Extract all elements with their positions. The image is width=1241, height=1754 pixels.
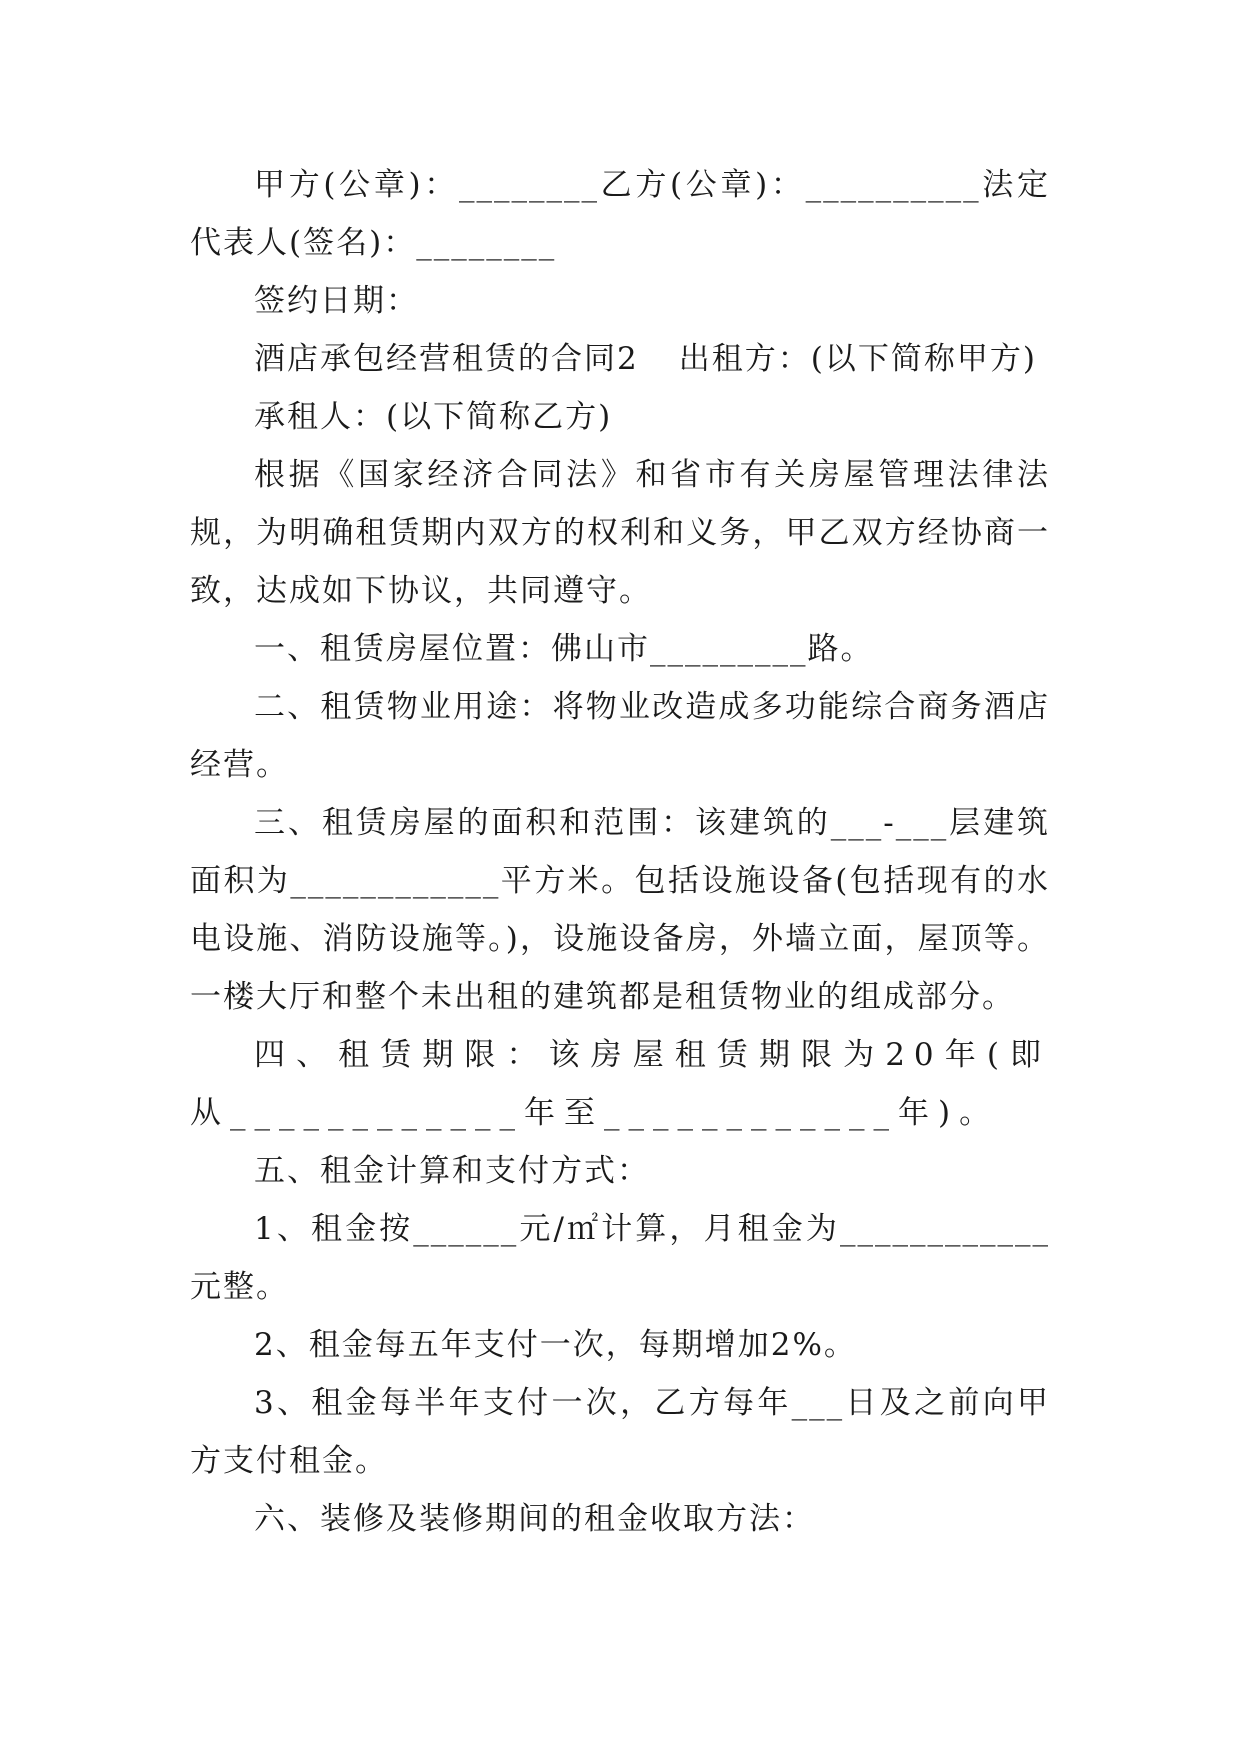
clause-2-usage: 二、租赁物业用途：将物业改造成多功能综合商务酒店经营。 [190,689,1050,783]
clause-5-item-1: 1、租金按______元/㎡计算，月租金为____________元整。 [190,1211,1050,1305]
document-body [190,156,1050,1548]
clause-4-term: 四、租赁期限：该房屋租赁期限为20年(即从____________年至____________年)。 [190,1037,1050,1131]
clause-3-area: 三、租赁房屋的面积和范围：该建筑的___-___层建筑面积为____________平方米。包括设施设备(包括现有的水电设施、消防设施等。)，设施设备房，外墙立面，屋顶等。一楼大厅和整个未出租的建筑都是租赁物业的组成部分。 [190,805,1050,1015]
clause-5-item-3: 3、租金每半年支付一次，乙方每年___日及之前向甲方支付租金。 [190,1385,1050,1479]
signature-line: 甲方(公章)：________乙方(公章)：__________法定代表人(签名)：________ [190,167,1050,261]
preamble: 根据《国家经济合同法》和省市有关房屋管理法律法规，为明确租赁期内双方的权利和义务，甲乙双方经协商一致，达成如下协议，共同遵守。 [190,457,1050,609]
lessee-label: 承租人：(以下简称乙方) [254,399,613,435]
lessor-label: 出租方：(以下简称甲方) [678,341,1037,377]
clause-5-item-2: 2、租金每五年支付一次，每期增加2%。 [254,1327,857,1363]
clause-5-rent: 五、租金计算和支付方式： [254,1153,650,1189]
clause-1-location: 一、租赁房屋位置：佛山市_________路。 [254,631,874,667]
signing-date: 签约日期： [254,283,419,319]
clause-6-decoration: 六、装修及装修期间的租金收取方法： [254,1501,815,1537]
contract-title-line [190,330,1050,388]
contract-title: 酒店承包经营租赁的合同2 [254,341,639,377]
